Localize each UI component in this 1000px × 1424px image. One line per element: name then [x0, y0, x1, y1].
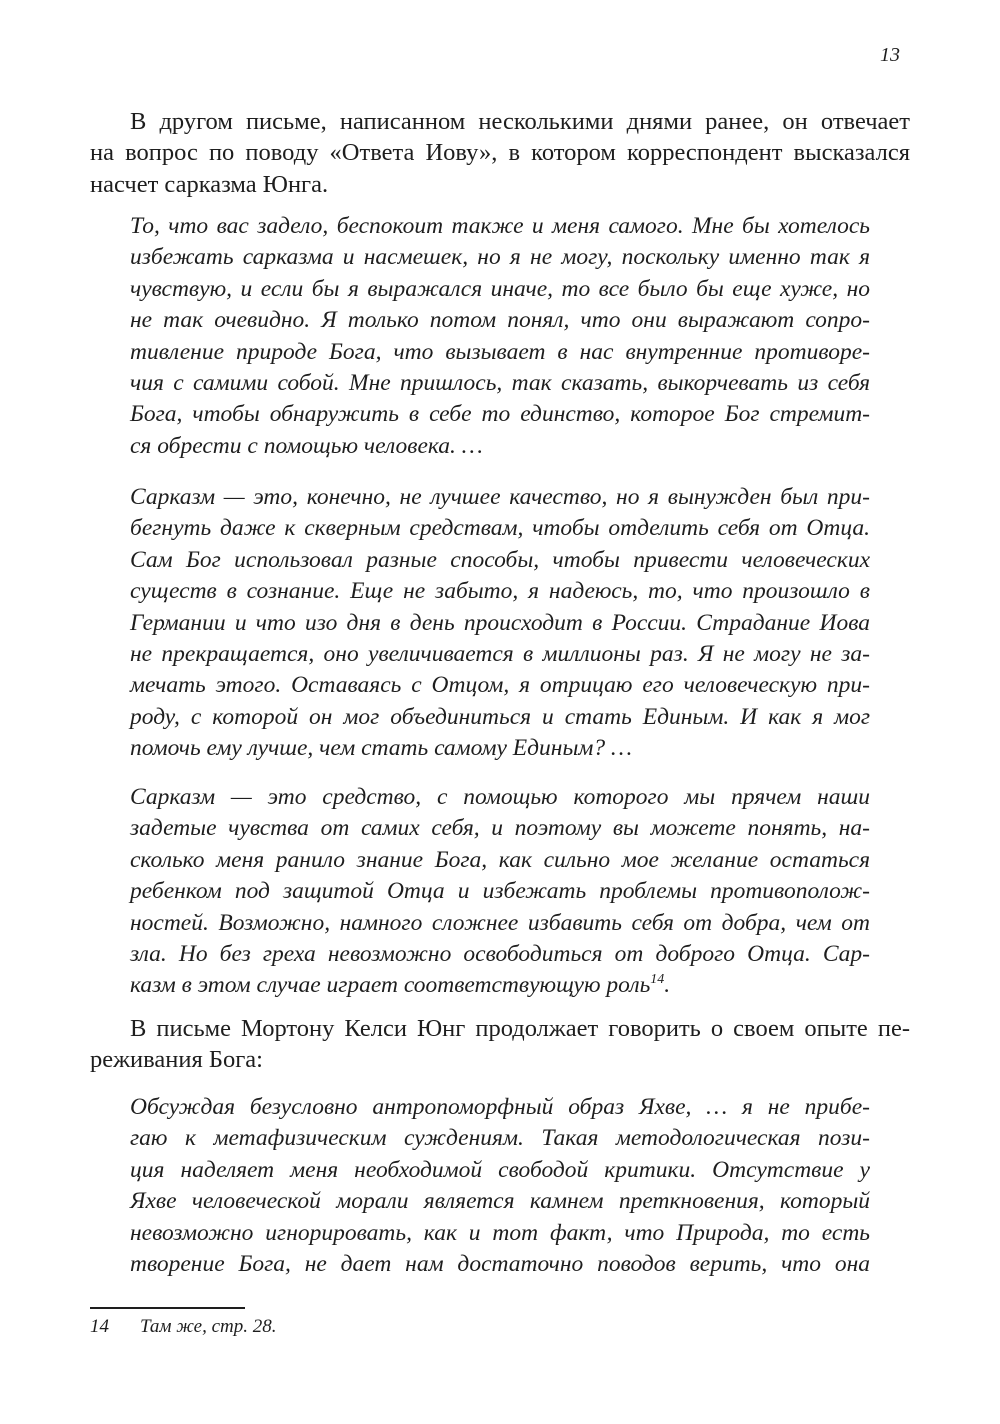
text-line	[130, 702, 870, 733]
line-text: сколько меня ранило знание Бога, как сильно мое желание остаться	[130, 846, 870, 873]
block-quote	[130, 482, 870, 765]
line-text: Обсуждая безусловно антропоморфный образ Яхве, … я не прибе-	[130, 1094, 870, 1120]
line-text: мечать этого. Оставаясь с Отцом, я отрицаю его человеческую при-	[130, 672, 870, 699]
text-line	[90, 137, 910, 168]
line-text: реживания Бога:	[90, 1046, 263, 1074]
line-text: помочь ему лучше, чем стать самому Единым? …	[130, 735, 632, 762]
trailing-punctuation: .	[664, 972, 671, 999]
line-text: В письме Мортону Келси Юнг продолжает говорить о своем опыте пе-	[130, 1015, 910, 1042]
line-text: ция наделяет меня необходимой свободой критики. Отсутствие у	[130, 1156, 870, 1183]
text-line	[130, 399, 870, 430]
text-line	[130, 813, 870, 844]
text-line	[130, 1155, 870, 1186]
footnote-divider	[90, 1307, 245, 1309]
block-quote	[130, 211, 870, 462]
text-line	[90, 106, 910, 137]
text-line	[130, 1249, 870, 1280]
text-line	[130, 845, 870, 876]
line-text: Яхве человеческой морали является камнем преткновения, который	[130, 1188, 870, 1215]
line-text: существ в сознание. Еще не забыто, я надеюсь, то, что произошло в	[130, 578, 870, 605]
line-text: творение Бога, не дает нам достаточно поводов верить, что она	[130, 1250, 870, 1277]
line-text: Бога, чтобы обнаружить в себе то единство, которое Бог стремит-	[130, 401, 870, 428]
line-text: чия с самими собой. Мне пришлось, так сказать, выкорчевать из себя	[130, 369, 870, 396]
text-line	[130, 242, 870, 273]
text-line	[130, 576, 870, 607]
block-quote	[130, 1092, 870, 1280]
line-text: ся обрести с помощью человека. …	[130, 432, 483, 459]
line-text: чувствую, и если бы я выражался иначе, то все было бы еще хуже, но	[130, 275, 870, 302]
text-line	[130, 337, 870, 368]
paragraph	[90, 1013, 910, 1076]
line-text: не прекращается, оно увеличивается в миллионы раз. Я не могу не за-	[130, 640, 870, 667]
line-text: зла. Но без греха невозможно освободиться от доброго Отца. Сар-	[130, 940, 870, 967]
line-text: на вопрос по поводу «Ответа Иову», в котором корреспондент высказался	[90, 139, 910, 167]
page-number: 13	[880, 44, 900, 66]
text-line	[130, 1092, 870, 1123]
text-line	[130, 431, 870, 462]
text-line	[90, 169, 910, 200]
line-text: казм в этом случае играет соответствующую роль	[130, 972, 651, 999]
text-line	[130, 1123, 870, 1154]
text-line	[90, 1044, 910, 1075]
line-text: Сарказм — это, конечно, не лучшее качество, но я вынужден был при-	[130, 484, 870, 510]
line-text: ребенком под защитой Отца и избежать проблемы противополож-	[130, 878, 870, 905]
line-text: насчет сарказма Юнга.	[90, 170, 329, 198]
footnote-text: Там же, стр. 28.	[140, 1316, 277, 1337]
text-line	[130, 639, 870, 670]
text-line	[130, 482, 870, 513]
line-text: ностей. Возможно, намного сложнее избавить себя от добра, чем от	[130, 909, 870, 936]
line-text: гаю к метафизическим суждениям. Такая методологическая пози-	[130, 1125, 870, 1152]
text-line	[130, 1218, 870, 1249]
footnote-reference[interactable]: 14	[650, 972, 665, 988]
block-quote	[130, 782, 870, 1002]
text-line	[130, 211, 870, 242]
line-text: роду, с которой он мог объединиться и стать Единым. И как я мог	[130, 703, 870, 730]
line-text: невозможно игнорировать, как и тот факт, что Природа, то есть	[130, 1219, 870, 1246]
line-text: Германии и что изо дня в день происходит в России. Страдание Иова	[130, 609, 870, 636]
line-text: не так очевидно. Я только потом понял, что они выражают сопро-	[130, 307, 870, 334]
text-line	[130, 939, 870, 970]
text-line	[130, 305, 870, 336]
text-line	[130, 908, 870, 939]
text-line	[130, 368, 870, 399]
text-line	[130, 274, 870, 305]
text-line	[130, 670, 870, 701]
text-line	[90, 1013, 910, 1044]
text-line	[130, 782, 870, 813]
line-text: тивление природе Бога, что вызывает в нас внутренние противоре-	[130, 338, 870, 365]
line-text: В другом письме, написанном несколькими днями ранее, он отвечает	[130, 108, 910, 135]
text-line	[130, 608, 870, 639]
paragraph	[90, 106, 910, 200]
line-text: избежать сарказма и насмешек, но я не могу, поскольку именно так я	[130, 244, 870, 271]
footnote	[90, 1316, 277, 1338]
text-line	[130, 545, 870, 576]
line-text: Сарказм — это средство, с помощью которого мы прячем наши	[130, 784, 870, 810]
text-line	[130, 733, 870, 764]
line-text: бегнуть даже к скверным средствам, чтобы отделить себя от Отца.	[130, 515, 870, 542]
text-line	[130, 876, 870, 907]
text-line	[130, 1186, 870, 1217]
line-text: Сам Бог использовал разные способы, чтобы привести человеческих	[130, 546, 870, 573]
footnote-number: 14	[90, 1316, 109, 1337]
text-line	[130, 513, 870, 544]
line-text: задетые чувства от самих себя, и поэтому вы можете понять, на-	[130, 815, 870, 842]
line-text: То, что вас задело, беспокоит также и меня самого. Мне бы хотелось	[130, 213, 870, 239]
text-line	[130, 970, 870, 1001]
